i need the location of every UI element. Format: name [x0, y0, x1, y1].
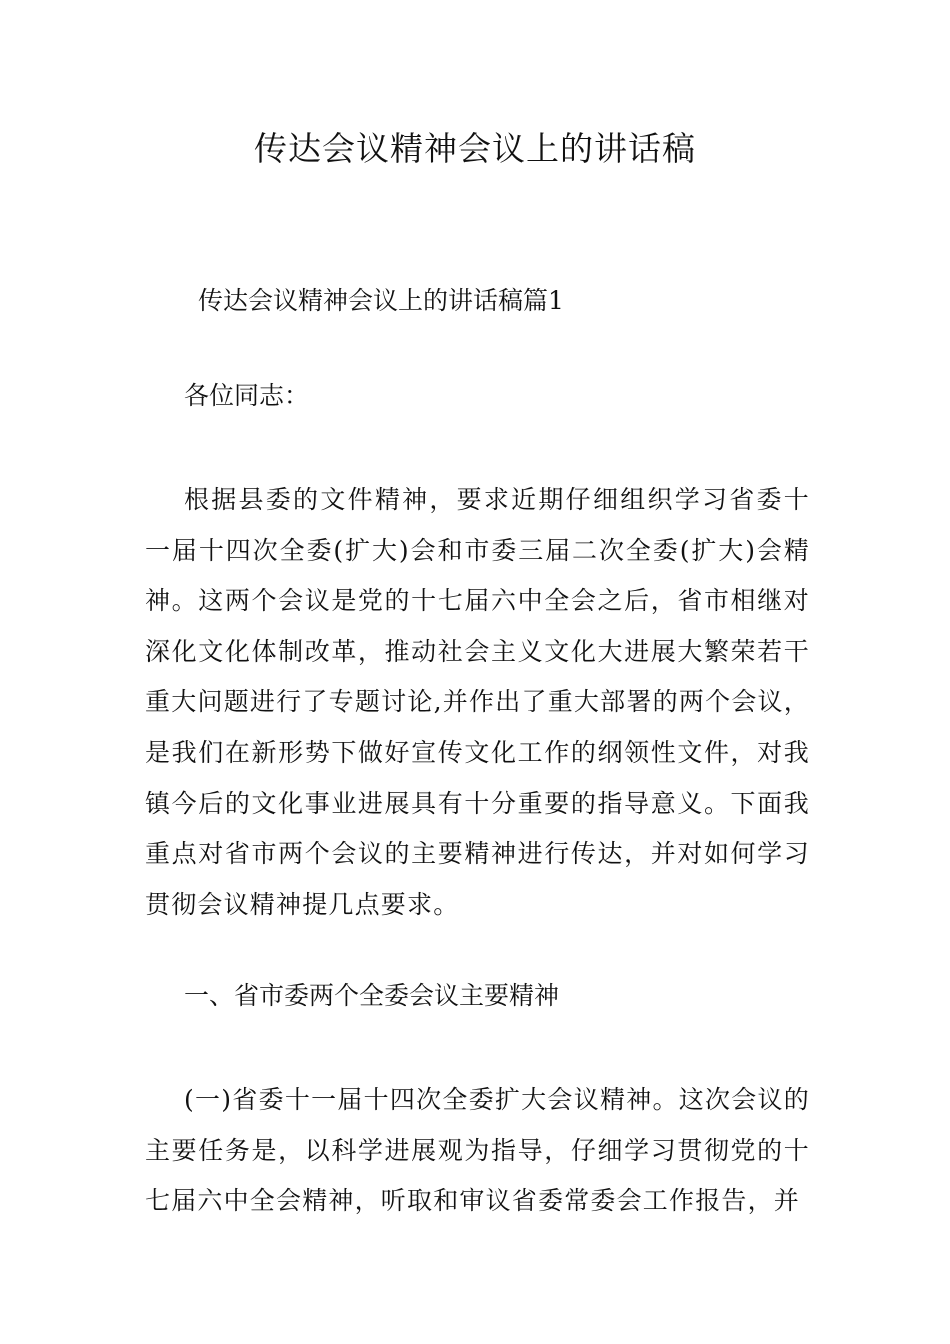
greeting: 各位同志： [184, 381, 310, 410]
section-heading: 一、省市委两个全委会议主要精神 [184, 981, 560, 1010]
body-paragraph: (一)省委十一届十四次全委扩大会议精神。这次会议的主要任务是，以科学进展观为指导，仔细学习贯彻党的十七届六中全会精神，听取和审议省委常委会工作报告，并 [145, 1085, 810, 1216]
document-subtitle: 传达会议精神会议上的讲话稿篇1 [198, 286, 564, 315]
body-paragraph: 根据县委的文件精神，要求近期仔细组织学习省委十一届十四次全委(扩大)会和市委三届二次全委(扩大)会精神。这两个会议是党的十七届六中全会之后，省市相继对深化文化体制改革，推动社会主义文化大进展大繁荣若干重大问题进行了专题讨论,并作出了重大部署的两个会议，是我们在新形势下做好宣传文化工作的纲领性文件，对我镇今后的文化事业进展具有十分重要的指导意义。下面我重点对省市两个会议的主要精神进行传达，并对如何学习贯彻会议精神提几点要求。 [145, 485, 810, 919]
document-title: 传达会议精神会议上的讲话稿 [254, 129, 696, 168]
